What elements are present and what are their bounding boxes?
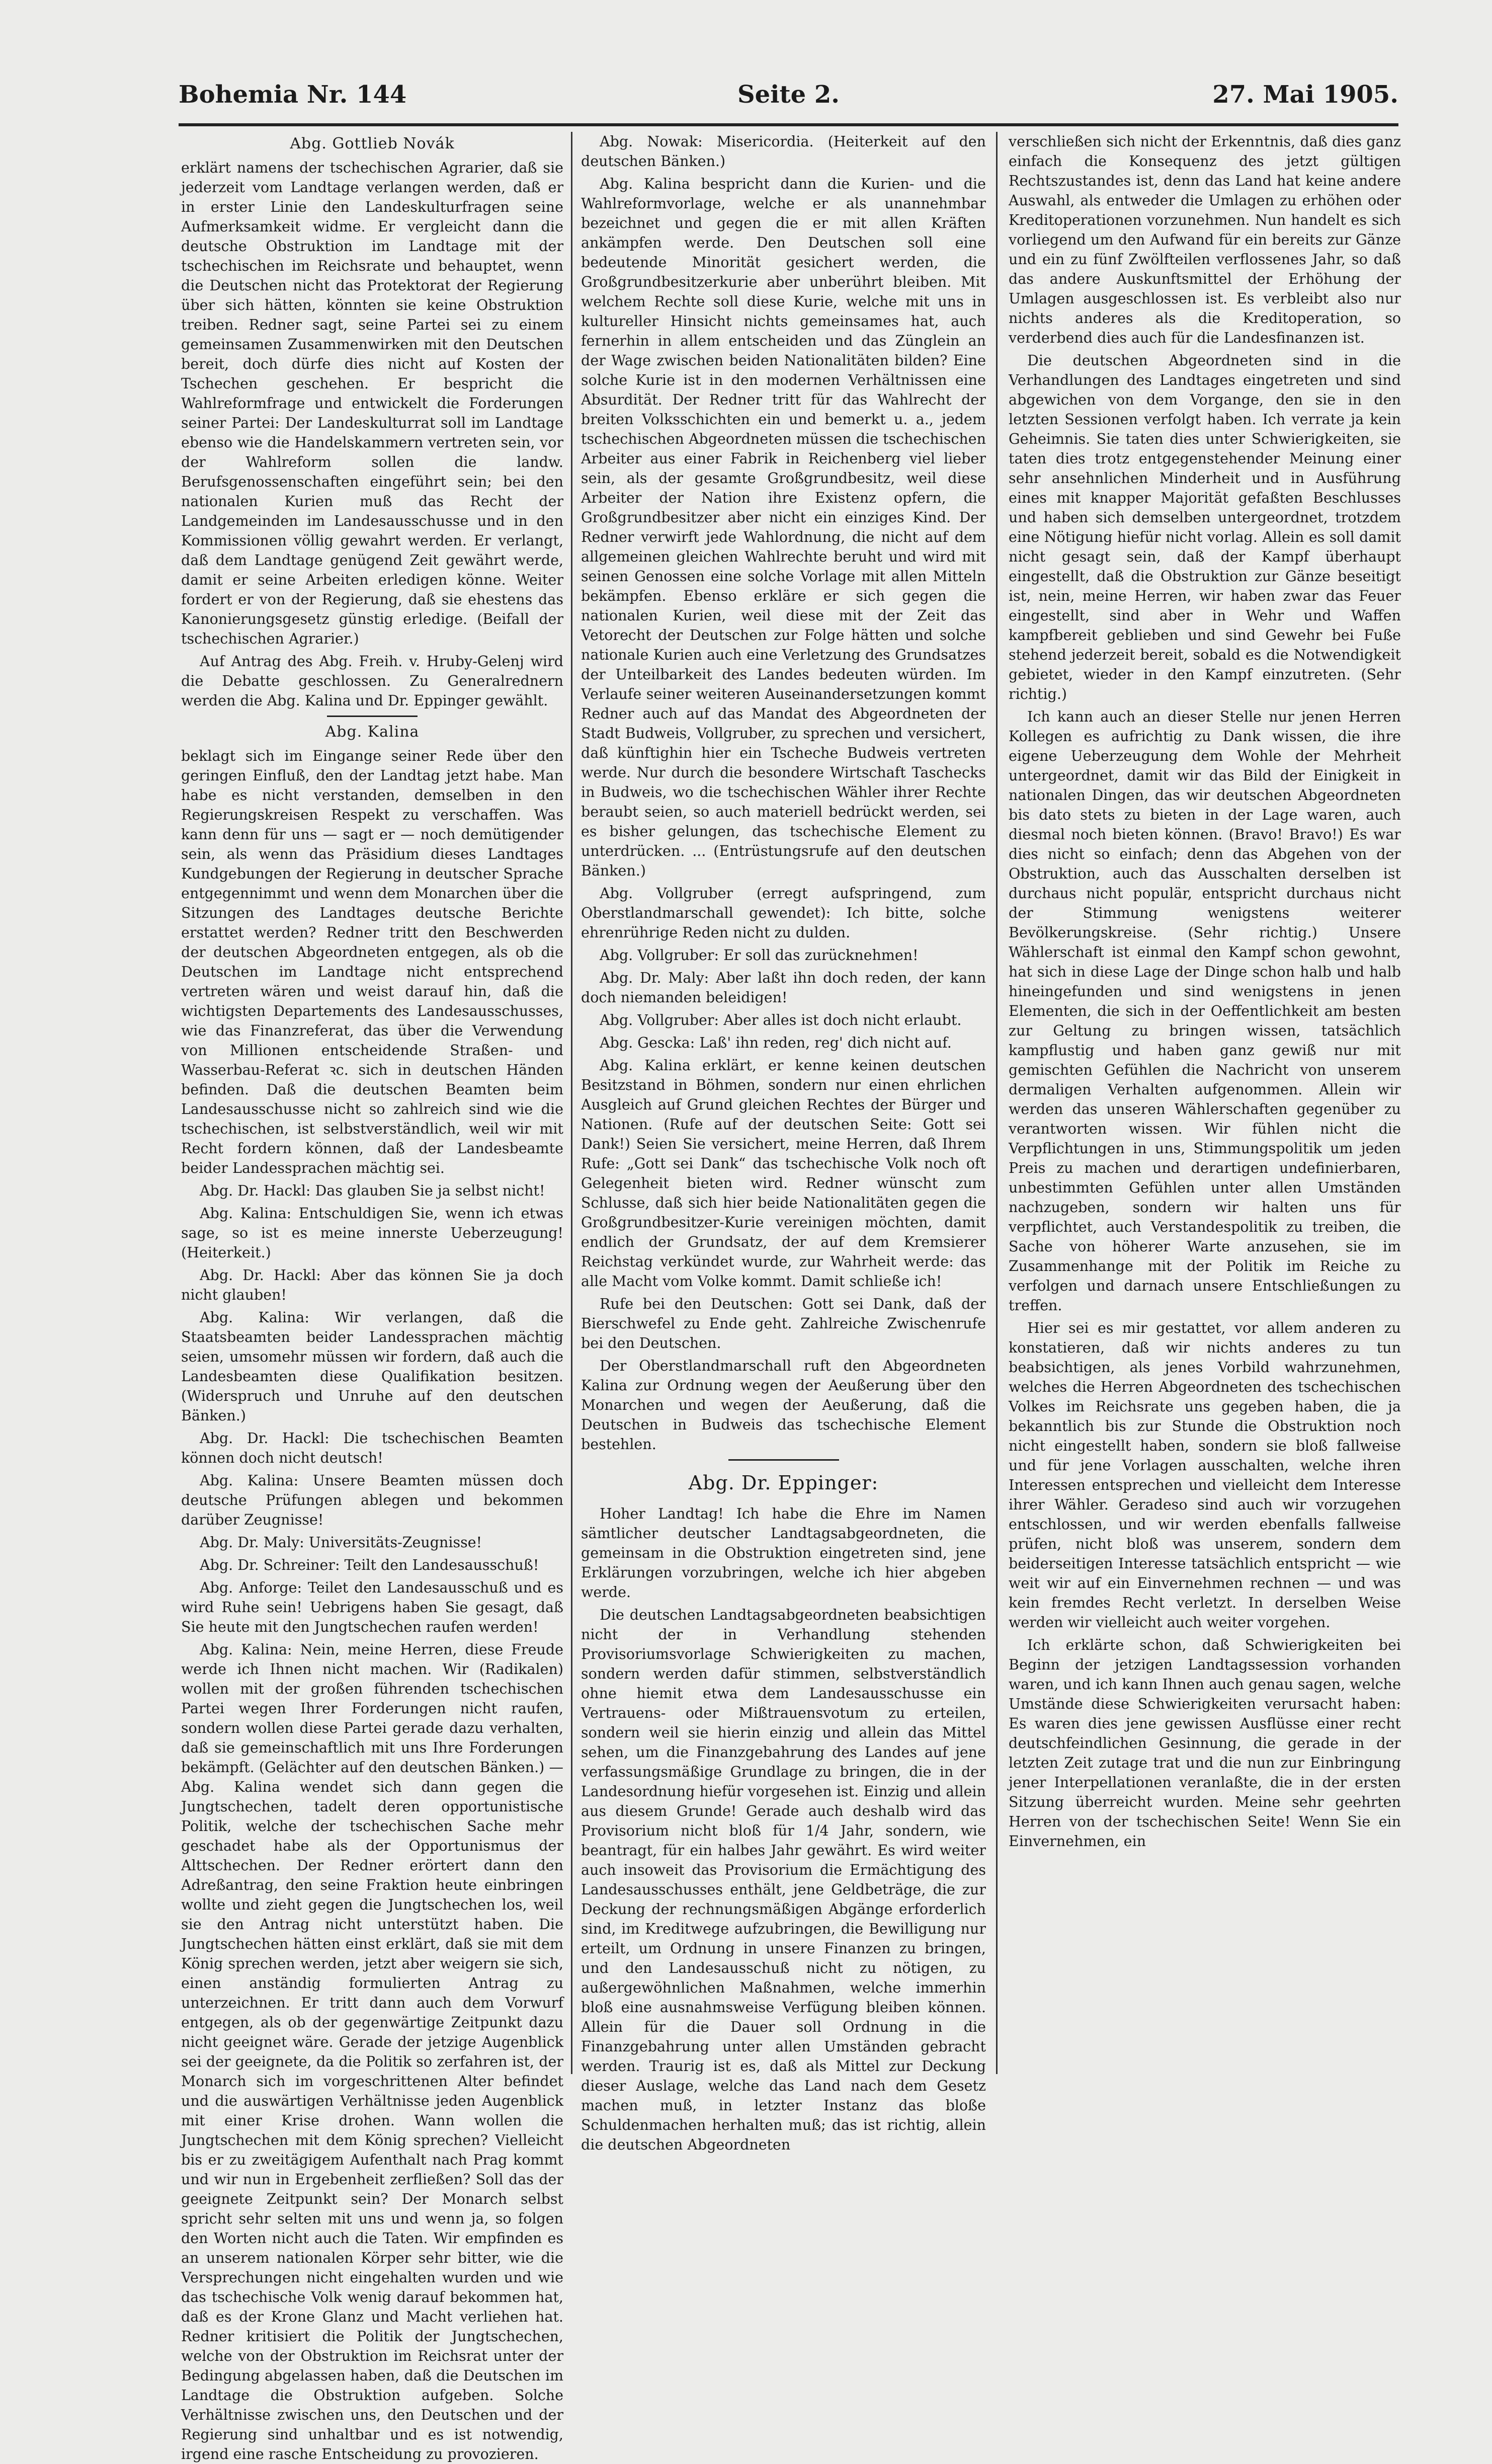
paragraph: Der Oberstlandmarschall ruft den Abgeordneten Kalina zur Ordnung wegen der Aeußerung über den Monarchen und wegen der Aeußerung, daß die Deutschen in Budweis das tschechische Element bestehlen.	[581, 1358, 986, 1453]
masthead-issue: Bohemia Nr. 144	[179, 81, 407, 109]
paragraph: Abg. Dr. Maly: Universitäts-Zeugnisse!	[200, 1534, 482, 1551]
header-rule	[179, 123, 1398, 126]
paragraph: Abg. Kalina: Nein, meine Herren, diese Freude werde ich Ihnen nicht machen. Wir (Radikalen) wollen mit der großen führenden tschechischen Partei wegen Ihrer Forderungen nicht raufen, sondern wollen diese Partei gerade dazu verhalten, daß sie gemeinschaftlich mit uns Ihre Forderungen bekämpft. (Gelächter auf den deutschen Bänken.) — Abg. Kalina wendet sich dann gegen die Jungtschechen, tadelt deren opportunistische Politik, welche der tschechischen Sache mehr geschadet habe als der Opportunismus der Alttschechen. Der Redner erörtert dann den Adreßantrag, den seine Fraktion heute einbringen wollte und zieht gegen die Jungtschechen los, weil sie den Antrag nicht unterstützt haben. Die Jungtschechen hätten einst erklärt, daß sie mit dem König sprechen werden, jetzt aber weigern sie sich, einen anständig formulierten Antrag zu unterzeichnen. Er tritt dann auch dem Vorwurf entgegen, als ob der gegenwärtige Zeitpunkt dazu nicht geeignet wäre. Gerade der jetzige Augenblick sei der geeignete, da die Politik so zerfahren ist, der Monarch sich im vorgeschrittenen Alter befindet und die auswärtigen Verhältnisse jeden Augenblick mit einer Krise drohen. Wann wollen die Jungtschechen mit dem König sprechen? Vielleicht bis er zu zweitägigem Aufenthalt nach Prag kommt und wir nun in Ergebenheit zerfließen? Soll das der geeignete Zeitpunkt sein? Der Monarch selbst spricht sehr selten mit uns und wenn ja, so folgen den Worten nicht auch die Taten. Wir empfinden es an unserem nationalen Körper sehr bitter, wie die Versprechungen nicht eingehalten wurden und wie das tschechische Volk wenig darauf bekommen hat, daß es der Krone Glanz und Macht verliehen hat. Redner kritisiert die Politik der Jungtschechen, welche von der Obstruktion im Reichsrat unter der Bedingung abgelassen haben, daß die Deutschen im Landtage die Obstruktion aufgeben. Solche Verhältnisse zwischen uns, den Deutschen und der Regierung sind unhaltbar und es ist notwendig, irgend eine rasche Entscheidung zu provozieren.	[181, 1641, 563, 2462]
paragraph: Auf Antrag des Abg. Freih. v. Hruby-Gelenj wird die Debatte geschlossen. Zu Generalrednern werden die Abg. Kalina und Dr. Eppinger gewählt.	[181, 653, 563, 709]
paragraph: Abg. Dr. Maly: Aber laßt ihn doch reden, der kann doch niemanden beleidigen!	[581, 970, 986, 1006]
issue-date: 27. Mai 1905.	[1212, 81, 1398, 109]
paragraph: Rufe bei den Deutschen: Gott sei Dank, daß der Bierschwefel zu Ende geht. Zahlreiche Zwischenrufe bei den Deutschen.	[581, 1296, 986, 1352]
paragraph: beklagt sich im Eingange seiner Rede über den geringen Einfluß, den der Landtag jetzt habe. Man habe es nicht verstanden, demselben in den Regierungskreisen Respekt zu verschaffen. Was kann denn für uns — sagt er — noch demütigender sein, als wenn das Präsidium dieses Landtages Kundgebungen der Regierung in deutscher Sprache entgegennimmt und wenn dem Monarchen über die Sitzungen des Landtages deutsche Berichte erstattet werden? Redner tritt den Beschwerden der deutschen Abgeordneten entgegen, als ob die Deutschen im Landtage nicht entsprechend vertreten wären und weist darauf hin, daß die wichtigsten Departements des Landesausschusses, wie das Finanzreferat, das über die Verwendung von Millionen entscheidende Straßen- und Wasserbau-Referat ꝛc. sich in deutschen Händen befinden. Daß die deutschen Beamten beim Landesausschusse nicht so zahlreich sind wie die tschechischen, ist selbstverständlich, weil wir mit Recht fordern können, daß der Landesbeamte beider Landessprachen mächtig sei.	[181, 748, 563, 1176]
paragraph: Abg. Kalina erklärt, er kenne keinen deutschen Besitzstand in Böhmen, sondern nur einen ehrlichen Ausgleich auf Grund gleichen Rechtes der Bürger und Nationen. (Rufe auf der deutschen Seite: Gott sei Dank!) Seien Sie versichert, meine Herren, daß Ihrem Rufe: „Gott sei Dank“ das tschechische Volk noch oft Gelegenheit bieten wird. Redner wünscht zum Schlusse, daß sich hier beide Nationalitäten gegen die Großgrundbesitzer-Kurie vereinigen möchten, damit endlich der Grundsatz, der auf dem Kremsierer Reichstag verkündet wurde, zur Wahrheit werde: das alle Macht vom Volke kommt. Damit schließe ich!	[581, 1057, 986, 1290]
paragraph: Abg. Dr. Hackl: Die tschechischen Beamten können doch nicht deutsch!	[181, 1430, 563, 1466]
paragraph: Abg. Vollgruber: Aber alles ist doch nicht erlaubt.	[600, 1012, 962, 1028]
paragraph: Hier sei es mir gestattet, vor allem anderen zu konstatieren, daß wir nichts anderes zu tun beabsichtigen, als jenes Vorbild wahrzunehmen, welches die Herren Abgeordneten des tschechischen Volkes im Reichsrate uns gegeben haben, die ja bekanntlich bis zur Stunde die Obstruktion noch nicht eingestellt haben, sondern sie bloß fallweise und für jene Vorlagen ausschalten, welche ihren Interessen entsprechen und vielleicht dem Interesse ihrer Wähler. Geradeso sind auch wir vorzugehen entschlossen, und wir werden ebenfalls fallweise prüfen, nicht bloß was unserem, sondern dem beiderseitigen Interesse tatsächlich entspricht — wie weit wir auf ein Einvernehmen rechnen — und was kein fremdes Recht verletzt. In derselben Weise werden wir vielleicht auch weiter vorgehen.	[1009, 1320, 1401, 1631]
paragraph: Abg. Dr. Hackl: Das glauben Sie ja selbst nicht!	[200, 1182, 545, 1199]
paragraph: Abg. Kalina: Unsere Beamten müssen doch deutsche Prüfungen ablegen und bekommen darüber Zeugnisse!	[181, 1472, 563, 1528]
paragraph: Ich erklärte schon, daß Schwierigkeiten bei Beginn der jetzigen Landtagssession vorhanden waren, und ich kann Ihnen auch genau sagen, welche Umstände diese Schwierigkeiten verursacht haben: Es waren dies jene gewissen Ausflüsse einer recht deutschfeindlichen Gesinnung, die gerade in der letzten Zeit zutage trat und die nun zur Einbringung jener Interpellationen veranlaßte, die in der ersten Sitzung überreicht wurden. Meine sehr geehrten Herren von der tschechischen Seite! Wenn Sie ein Einvernehmen, ein	[1009, 1637, 1401, 1850]
paragraph: Abg. Nowak: Misericordia. (Heiterkeit auf den deutschen Bänken.)	[581, 133, 986, 170]
speaker-heading-kalina: Abg. Kalina	[325, 723, 420, 741]
paragraph: Die deutschen Landtagsabgeordneten beabsichtigen nicht der in Verhandlung stehenden Provisoriumsvorlage Schwierigkeiten zu machen, sondern werden dafür stimmen, selbstverständlich ohne hiemit etwa dem Landesausschusse ein Vertrauens- oder Mißtrauensvotum zu erteilen, sondern weil sie hierin einzig und allein das Mittel sehen, um die Finanzgebahrung des Landes auf jene verfassungsmäßige Grundlage zu bringen, die in der Landesordnung hiefür vorgesehen ist. Einzig und allein aus diesem Grunde! Gerade auch deshalb wird das Provisorium nicht bloß für 1/4 Jahr, sondern, wie beantragt, für ein halbes Jahr gewährt. Es wird weiter auch insoweit das Provisorium die Ermächtigung des Landesausschusses enthält, jene Geldbeträge, die zur Deckung der rechnungsmäßigen Abgänge erforderlich sind, im Kreditwege aufzubringen, die Bewilligung nur erteilt, um Ordnung in unsere Finanzen zu bringen, und den Landesausschuß nicht zu nötigen, zu außergewöhnlichen Maßnahmen, welche immerhin bloß eine ausnahmsweise Verfügung bleiben können. Allein für die Dauer soll Ordnung in die Finanzgebahrung unter allen Umständen gebracht werden. Traurig ist es, daß als Mittel zur Deckung dieser Auslage, welche das Land nach dem Gesetz machen muß, in letzter Instanz das bloße Schuldenmachen herhalten muß; das ist richtig, allein die deutschen Abgeordneten	[581, 1607, 986, 2153]
speaker-heading-novak: Abg. Gottlieb Novák	[290, 135, 455, 152]
paragraph: Abg. Vollgruber: Er soll das zurücknehmen!	[600, 947, 919, 964]
page-number: Seite 2.	[737, 81, 840, 109]
paragraph: Die deutschen Abgeordneten sind in die Verhandlungen des Landtages eingetreten und sind abgewichen von dem Vorgange, den sie in den letzten Sessionen verfolgt haben. Ich verrate ja kein Geheimnis. Sie taten dies unter Schwierigkeiten, sie taten dies trotz entgegenstehender Meinung einer sehr ansehnlichen Minderheit und in Ausführung eines mit knapper Majorität gefaßten Beschlusses und haben sich demselben untergeordnet, trotzdem eine Nötigung hiefür nicht vorlag. Allein es soll damit nicht gesagt sein, daß der Kampf überhaupt eingestellt, daß die Obstruktion zur Gänze beseitigt ist, nein, meine Herren, wir haben zwar das Feuer eingestellt, sind aber in Wehr und Waffen kampfbereit geblieben und sind Gewehr bei Fuße stehend jederzeit bereit, sobald es die Notwendigkeit gebietet, wieder in den Kampf einzutreten. (Sehr richtig.)	[1009, 352, 1401, 702]
column-divider-1	[571, 132, 572, 2074]
paragraph: Abg. Kalina: Wir verlangen, daß die Staatsbeamten beider Landessprachen mächtig seien, umsomehr müssen wir fordern, daß auch die Landesbeamten diese Qualifikation besitzen. (Widerspruch und Unruhe auf den deutschen Bänken.)	[181, 1309, 563, 1424]
divider	[327, 716, 418, 717]
paragraph: erklärt namens der tschechischen Agrarier, daß sie jederzeit vom Landtage verlangen werden, daß er in erster Linie den Landeskulturfragen seine Aufmerksamkeit widme. Er vergleicht dann die deutsche Obstruktion im Landtage mit der tschechischen im Reichsrate und behauptet, wenn die Deutschen nicht das Protektorat der Regierung über sich hätten, könnten sie keine Obstruktion treiben. Redner sagt, seine Partei sei zu einem gemeinsamen Zusammenwirken mit den Deutschen bereit, doch dürfe dies nicht auf Kosten der Tschechen geschehen. Er bespricht die Wahlreformfrage und entwickelt die Forderungen seiner Partei: Der Landeskulturrat soll im Landtage ebenso wie die Handelskammern vertreten sein, vor der Wahlreform sollen die landw. Berufsgenossenschaften eingeführt sein; bei den nationalen Kurien muß das Recht der Landgemeinden im Landesausschusse und in den Kommissionen völlig gewahrt werden. Er verlangt, daß dem Landtage genügend Zeit gewährt werde, damit er seine Arbeiten erledigen könne. Weiter fordert er von der Regierung, daß sie ehestens das Kanonierungsgesetz günstig erledige. (Beifall der tschechischen Agrarier.)	[181, 160, 563, 647]
divider	[728, 1459, 839, 1461]
paragraph: Abg. Anforge: Teilet den Landesausschuß und es wird Ruhe sein! Uebrigens haben Sie gesagt, daß Sie heute mit den Jungtschechen raufen werden!	[181, 1579, 563, 1635]
page-header	[179, 81, 1398, 121]
column-3	[1009, 132, 1401, 2079]
column-divider-2	[996, 132, 998, 2074]
paragraph: Abg. Dr. Hackl: Aber das können Sie ja doch nicht glauben!	[181, 1267, 563, 1303]
paragraph: verschließen sich nicht der Erkenntnis, daß dies ganz einfach die Konsequenz des jetzt gültigen Rechtszustandes ist, denn das Land hat keine andere Auswahl, als entweder die Umlagen zu erhöhen oder Kreditoperationen vorzunehmen. Nun handelt es sich vorliegend um den Aufwand für ein bereits zur Gänze und ein zu fünf Zwölfteilen verflossenes Jahr, so daß das andere Auskunftsmittel der Erhöhung der Umlagen ausgeschlossen ist. Es verbleibt also nur nichts anderes als die Kreditoperation, so verderbend dies auch für die Landesfinanzen ist.	[1009, 133, 1401, 346]
speaker-heading-eppinger: Abg. Dr. Eppinger:	[688, 1472, 879, 1494]
paragraph: Abg. Vollgruber (erregt aufspringend, zum Oberstlandmarschall gewendet): Ich bitte, solche ehrenrührige Reden nicht zu dulden.	[581, 885, 986, 941]
paragraph: Abg. Dr. Schreiner: Teilt den Landesausschuß!	[200, 1557, 539, 1573]
paragraph: Abg. Kalina bespricht dann die Kurien- und die Wahlreformvorlage, welche er als unannehmbar bezeichnet und gegen die er mit allen Kräften ankämpfen werde. Den Deutschen soll eine bedeutende Minorität gesichert werden, die Großgrundbesitzerkurie aber unberührt bleiben. Mit welchem Rechte soll diese Kurie, welche mit uns in kultureller Hinsicht nichts gemeinsames hat, auch fernerhin in allem entscheiden und das Zünglein an der Wage zwischen beiden Nationalitäten bilden? Eine solche Kurie ist in den modernen Verhältnissen eine Absurdität. Der Redner tritt für das Wahlrecht der breiten Volksschichten ein und bemerkt u. a., jedem tschechischen Abgeordneten müssen die tschechischen Arbeiter aus einer Fabrik in Reichenberg viel lieber sein, als der gesamte Großgrundbesitz, weil diese Arbeiter der Nation ihre Existenz opfern, die Großgrundbesitzer aber nicht ein einziges Kind. Der Redner verwirft jede Wahlordnung, die nicht auf dem allgemeinen gleichen Wahlrechte beruht und wird mit seinen Genossen eine solche Vorlage mit allen Mitteln bekämpfen. Ebenso erkläre er sich gegen die nationalen Kurien, weil diese mit der Zeit das Vetorecht der Deutschen zur Folge hätten und solche nationale Kurien auch eine Verletzung des Grundsatzes der Unteilbarkeit des Landes bedeuten würden. Im Verlaufe seiner weiteren Auseinandersetzungen kommt Redner auch auf das Mandat des Abgeordneten der Stadt Budweis, Vollgruber, zu sprechen und versichert, daß künftighin hier ein Tscheche Budweis vertreten werde. Nur durch die besondere Wirtschaft Taschecks in Budweis, wo die tschechischen Wähler ihrer Rechte beraubt seien, so auch materiell bedrückt werden, sei es bisher gelungen, das tschechische Element zu unterdrücken. ... (Entrüstungsrufe auf den deutschen Bänken.)	[581, 176, 986, 879]
column-1	[181, 132, 563, 2462]
paragraph: Abg. Kalina: Entschuldigen Sie, wenn ich etwas sage, so ist es meine innerste Ueberzeugung! (Heiterkeit.)	[181, 1205, 563, 1261]
column-2	[581, 132, 986, 2153]
paragraph: Abg. Gescka: Laß' ihn reden, reg' dich nicht auf.	[600, 1035, 952, 1051]
paragraph: Ich kann auch an dieser Stelle nur jenen Herren Kollegen es aufrichtig zu Dank wissen, die ihre eigene Ueberzeugung dem Wohle der Mehrheit untergeordnet, damit wir das Bild der Einigkeit in nationalen Dingen, das wir deutschen Abgeordneten bis dato stets zu bieten in der Lage waren, auch diesmal noch bieten können. (Bravo! Bravo!) Es war dies nicht so einfach; denn das Abgehen von der Obstruktion, auch das Ausschalten derselben ist durchaus nicht populär, entspricht durchaus nicht der Stimmung wenigstens weiterer Bevölkerungskreise. (Sehr richtig.) Unsere Wählerschaft ist einmal den Kampf schon gewohnt, hat sich in diese Lage der Dinge schon halb und halb hineingefunden und sind wenigstens in jenen Elementen, die sich in der Oeffentlichkeit am besten zur Geltung zu bringen wissen, tatsächlich kampflustig und haben ganz gewiß nur mit gemischten Gefühlen die Nachricht von unserem dermaligen Verhalten aufgenommen. Allein wir werden das unseren Wählerschaften gegenüber zu verantworten wissen. Wir fühlen nicht die Verpflichtungen in uns, Stimmungspolitik um jeden Preis zu machen und derartigen undefinierbaren, unbestimmten Gefühlen unter allen Umständen nachzugeben, sondern wir halten uns für verpflichtet, auch Verstandespolitik zu treiben, die Sache von höherer Warte anzusehen, sie im Zusammenhange mit der Politik im Reiche zu verfolgen und darnach unsere Entschließungen zu treffen.	[1009, 708, 1401, 1314]
paragraph: Hoher Landtag! Ich habe die Ehre im Namen sämtlicher deutscher Landtagsabgeordneten, die gemeinsam in die Obstruktion eingetreten sind, jene Erklärungen vorzubringen, welche ich hier abgeben werde.	[581, 1505, 986, 1601]
